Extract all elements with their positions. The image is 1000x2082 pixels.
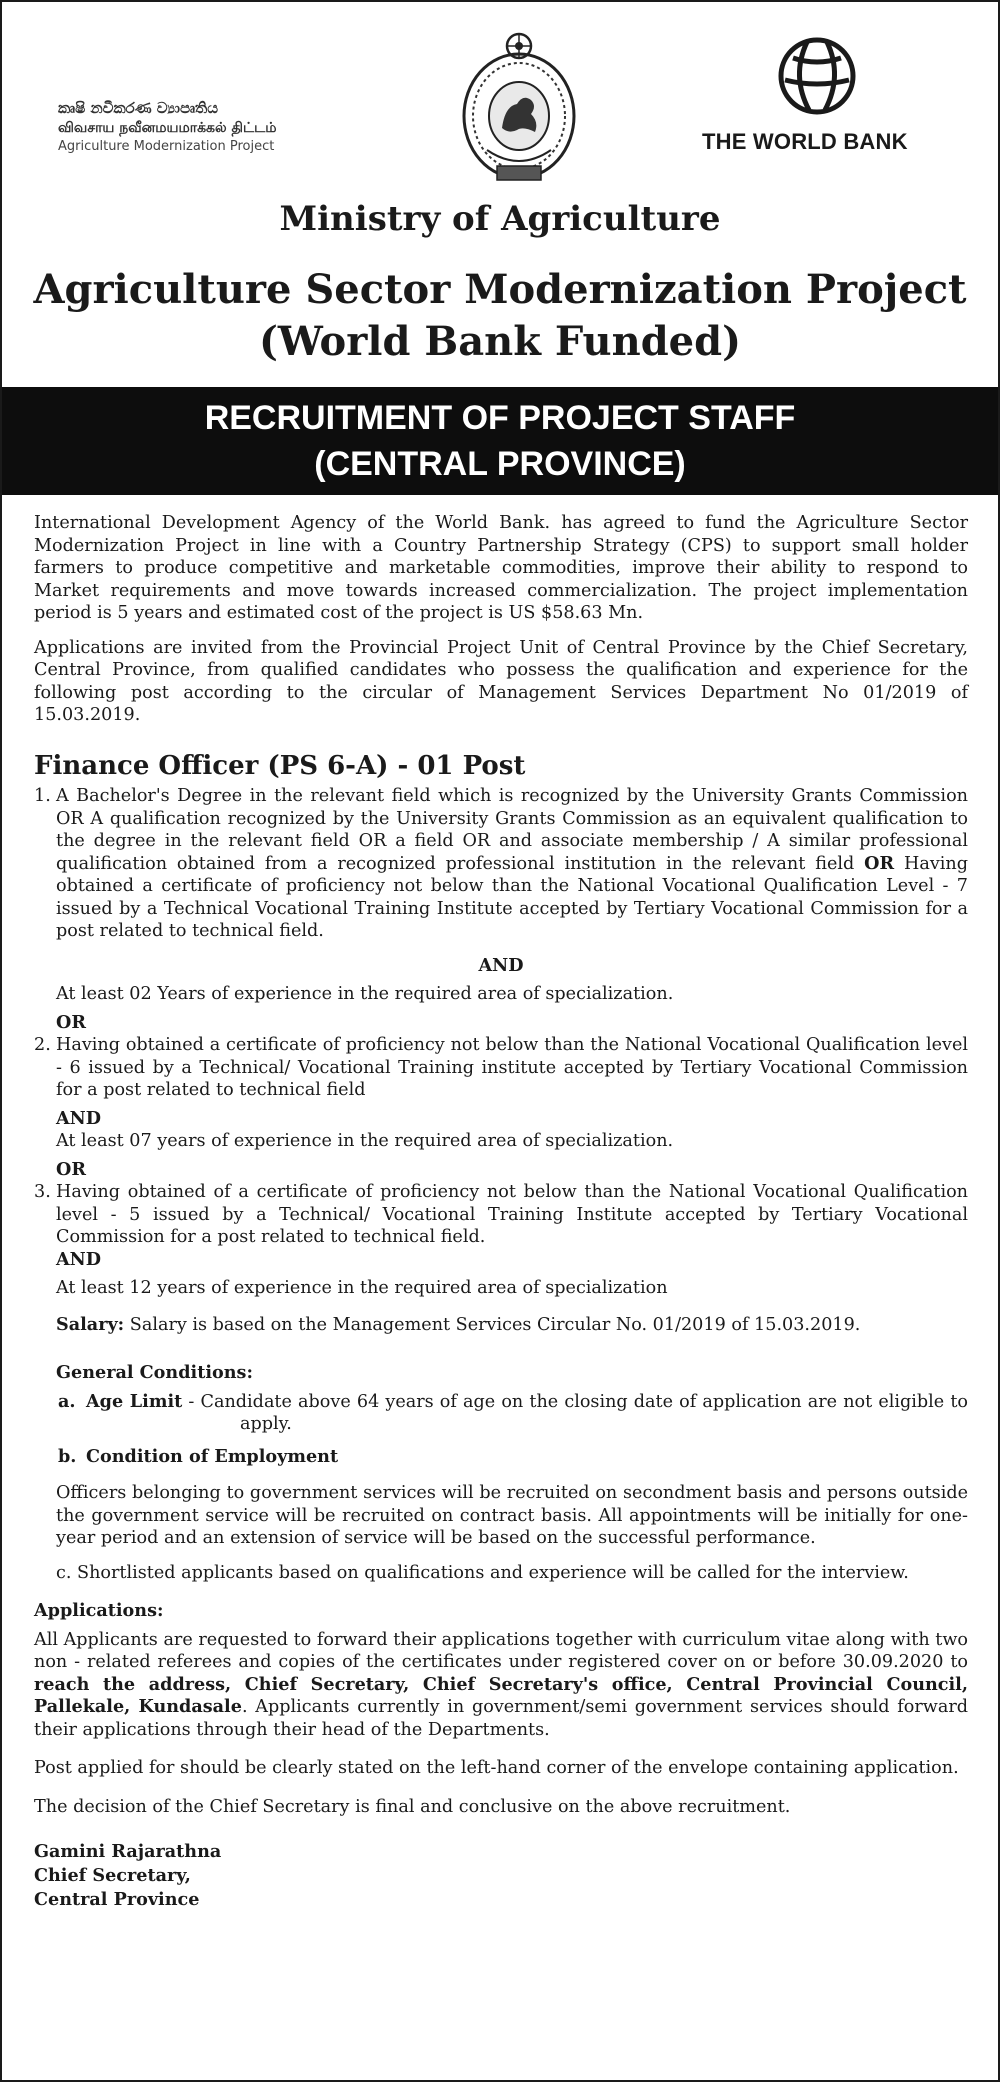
ministry-title: Ministry of Agriculture bbox=[279, 199, 721, 239]
qualification-list-2 bbox=[34, 1034, 968, 1102]
world-bank-globe-icon bbox=[777, 36, 857, 120]
qualification-text: Having obtained a certificate of proficiency not below than the National Vocational Qualification level - 6 issued by a Technical/ Vocational Training institute accepted by Tertiary Vocational Commission for a post related to technical field bbox=[56, 1035, 968, 1100]
qualification-item-2 bbox=[34, 1034, 968, 1102]
qualification-number: 2. bbox=[34, 1035, 51, 1055]
intro-paragraph-2: Applications are invited from the Provincial Project Unit of Central Province by the Chief Secretary, Central Province, from qualified candidates who possess the qualification and experience for the following post according to the circular of Management Services Department No 01/2019 of 15.03.2019. bbox=[34, 637, 968, 725]
and-separator: AND bbox=[478, 954, 524, 976]
salary-line bbox=[34, 1314, 968, 1337]
condition-interview: c. Shortlisted applicants based on qualifications and experience will be called for the interview. bbox=[56, 1562, 909, 1583]
amp-logo bbox=[58, 98, 277, 156]
condition-marker: b. bbox=[58, 1445, 77, 1467]
qualification-item-3 bbox=[34, 1181, 968, 1249]
age-limit-label: Age Limit bbox=[86, 1390, 183, 1412]
recruitment-banner bbox=[2, 387, 998, 495]
signatory-office: Central Province bbox=[34, 1889, 200, 1910]
qualification-number: 3. bbox=[34, 1182, 51, 1202]
banner-line1: RECRUITMENT OF PROJECT STAFF bbox=[204, 399, 796, 437]
project-title-line2: (World Bank Funded) bbox=[258, 318, 742, 365]
amp-logo-tamil: விவசாய நவீனமயமாக்கல் திட்டம் bbox=[58, 120, 277, 136]
experience-requirement-1: At least 02 Years of experience in the required area of specialization. bbox=[56, 984, 674, 1004]
signatory-name: Gamini Rajarathna bbox=[34, 1841, 222, 1862]
post-title: Finance Officer (PS 6-A) - 01 Post bbox=[34, 750, 526, 781]
qualification-list bbox=[34, 785, 968, 943]
project-title bbox=[2, 264, 998, 368]
header bbox=[2, 2, 998, 387]
salary-label: Salary: bbox=[56, 1313, 125, 1335]
qualification-text-cont: Having obtained a certificate of proficiency not below than the National Vocational Qualification Level - 7 issued by a Technical Vocational Training Institute accepted by Tertiary Vocational Commission for a post related to technical field. bbox=[56, 853, 968, 941]
or-separator: OR bbox=[56, 1011, 86, 1033]
qualification-text: A Bachelor's Degree in the relevant field which is recognized by the University Grants Commission OR A qualification recognized by the University Grants Commission as an equivalent qualification to the degree in the relevant field OR a field OR and associate membership / A similar professional qualification obtained from a recognized professional institution in the relevant field bbox=[56, 786, 968, 874]
qualification-number: 1. bbox=[34, 786, 51, 806]
applications-paragraph-1 bbox=[34, 1629, 968, 1742]
condition-age-text-wrap bbox=[86, 1391, 968, 1436]
applications-address: reach the address, Chief Secretary, Chief Secretary's office, Central Provincial Council, Pallekale, Kundasale bbox=[34, 1673, 968, 1717]
qualification-list-3 bbox=[34, 1181, 968, 1249]
applications-text: All Applicants are requested to forward their applications together with curriculum vitae along with two non - related referees and copies of the certificates under registered cover on or before 30.09.2020 to bbox=[34, 1629, 968, 1672]
experience-requirement-2: At least 07 years of experience in the required area of specialization. bbox=[56, 1131, 674, 1151]
qualification-text: Having obtained of a certificate of proficiency not below than the National Vocational Qualification level - 5 issued by a Technical/ Vocational Training Institute accepted by Tertiary Vocational Commission for a post related to technical field. bbox=[56, 1182, 968, 1247]
world-bank-name: THE WORLD BANK bbox=[702, 129, 908, 154]
and-separator: AND bbox=[56, 1248, 101, 1270]
project-title-line1: Agriculture Sector Modernization Project bbox=[33, 266, 967, 313]
applications-text-cont: . Applicants currently in government/semi government services should forward their applications through their head of the Departments. bbox=[34, 1697, 969, 1740]
signatory-title: Chief Secretary, bbox=[34, 1865, 191, 1886]
condition-marker: a. bbox=[58, 1390, 76, 1412]
salary-text: Salary is based on the Management Services Circular No. 01/2019 of 15.03.2019. bbox=[124, 1314, 861, 1335]
advertisement-body bbox=[34, 512, 968, 1912]
sri-lanka-emblem-icon bbox=[457, 30, 581, 190]
amp-logo-sinhala: කෘෂි නවීකරණ ව්‍යාපෘතිය bbox=[58, 99, 218, 117]
age-limit-text: - Candidate above 64 years of age on the closing date of application are not eligible to apply. bbox=[182, 1391, 968, 1434]
amp-logo-english: Agriculture Modernization Project bbox=[58, 139, 275, 154]
employment-text: Officers belonging to government services will be recruited on secondment basis and persons outside the government service will be recruited on contract basis. All appointments will be initially for one-year period and an extension of service will be based on the successful performance. bbox=[56, 1483, 968, 1548]
qualification-or: OR bbox=[864, 852, 895, 874]
applications-paragraph-3: The decision of the Chief Secretary is final and conclusive on the above recruitment. bbox=[34, 1796, 791, 1817]
applications-paragraph-2: Post applied for should be clearly stated on the left-hand corner of the envelope containing application. bbox=[34, 1758, 959, 1778]
banner-line2: (CENTRAL PROVINCE) bbox=[314, 445, 686, 483]
signature-block bbox=[34, 1840, 968, 1912]
condition-employment bbox=[34, 1446, 968, 1469]
experience-requirement-3: At least 12 years of experience in the required area of specialization bbox=[56, 1278, 668, 1298]
condition-age-limit bbox=[34, 1391, 968, 1436]
or-separator: OR bbox=[56, 1158, 86, 1180]
intro-paragraph-1: International Development Agency of the World Bank. has agreed to fund the Agriculture Sector Modernization Project in line with a Country Partnership Strategy (CPS) to support small holder farmers to produce competitive and marketable commodities, improve their ability to respond to Market requirements and move towards increased commercialization. The project implementation period is 5 years and estimated cost of the project is US $58.63 Mn. bbox=[34, 513, 968, 623]
and-separator: AND bbox=[56, 1107, 101, 1129]
employment-label: Condition of Employment bbox=[86, 1445, 339, 1467]
qualification-item-1 bbox=[34, 785, 968, 943]
applications-heading: Applications: bbox=[34, 1600, 164, 1621]
general-conditions-heading: General Conditions: bbox=[56, 1362, 253, 1383]
